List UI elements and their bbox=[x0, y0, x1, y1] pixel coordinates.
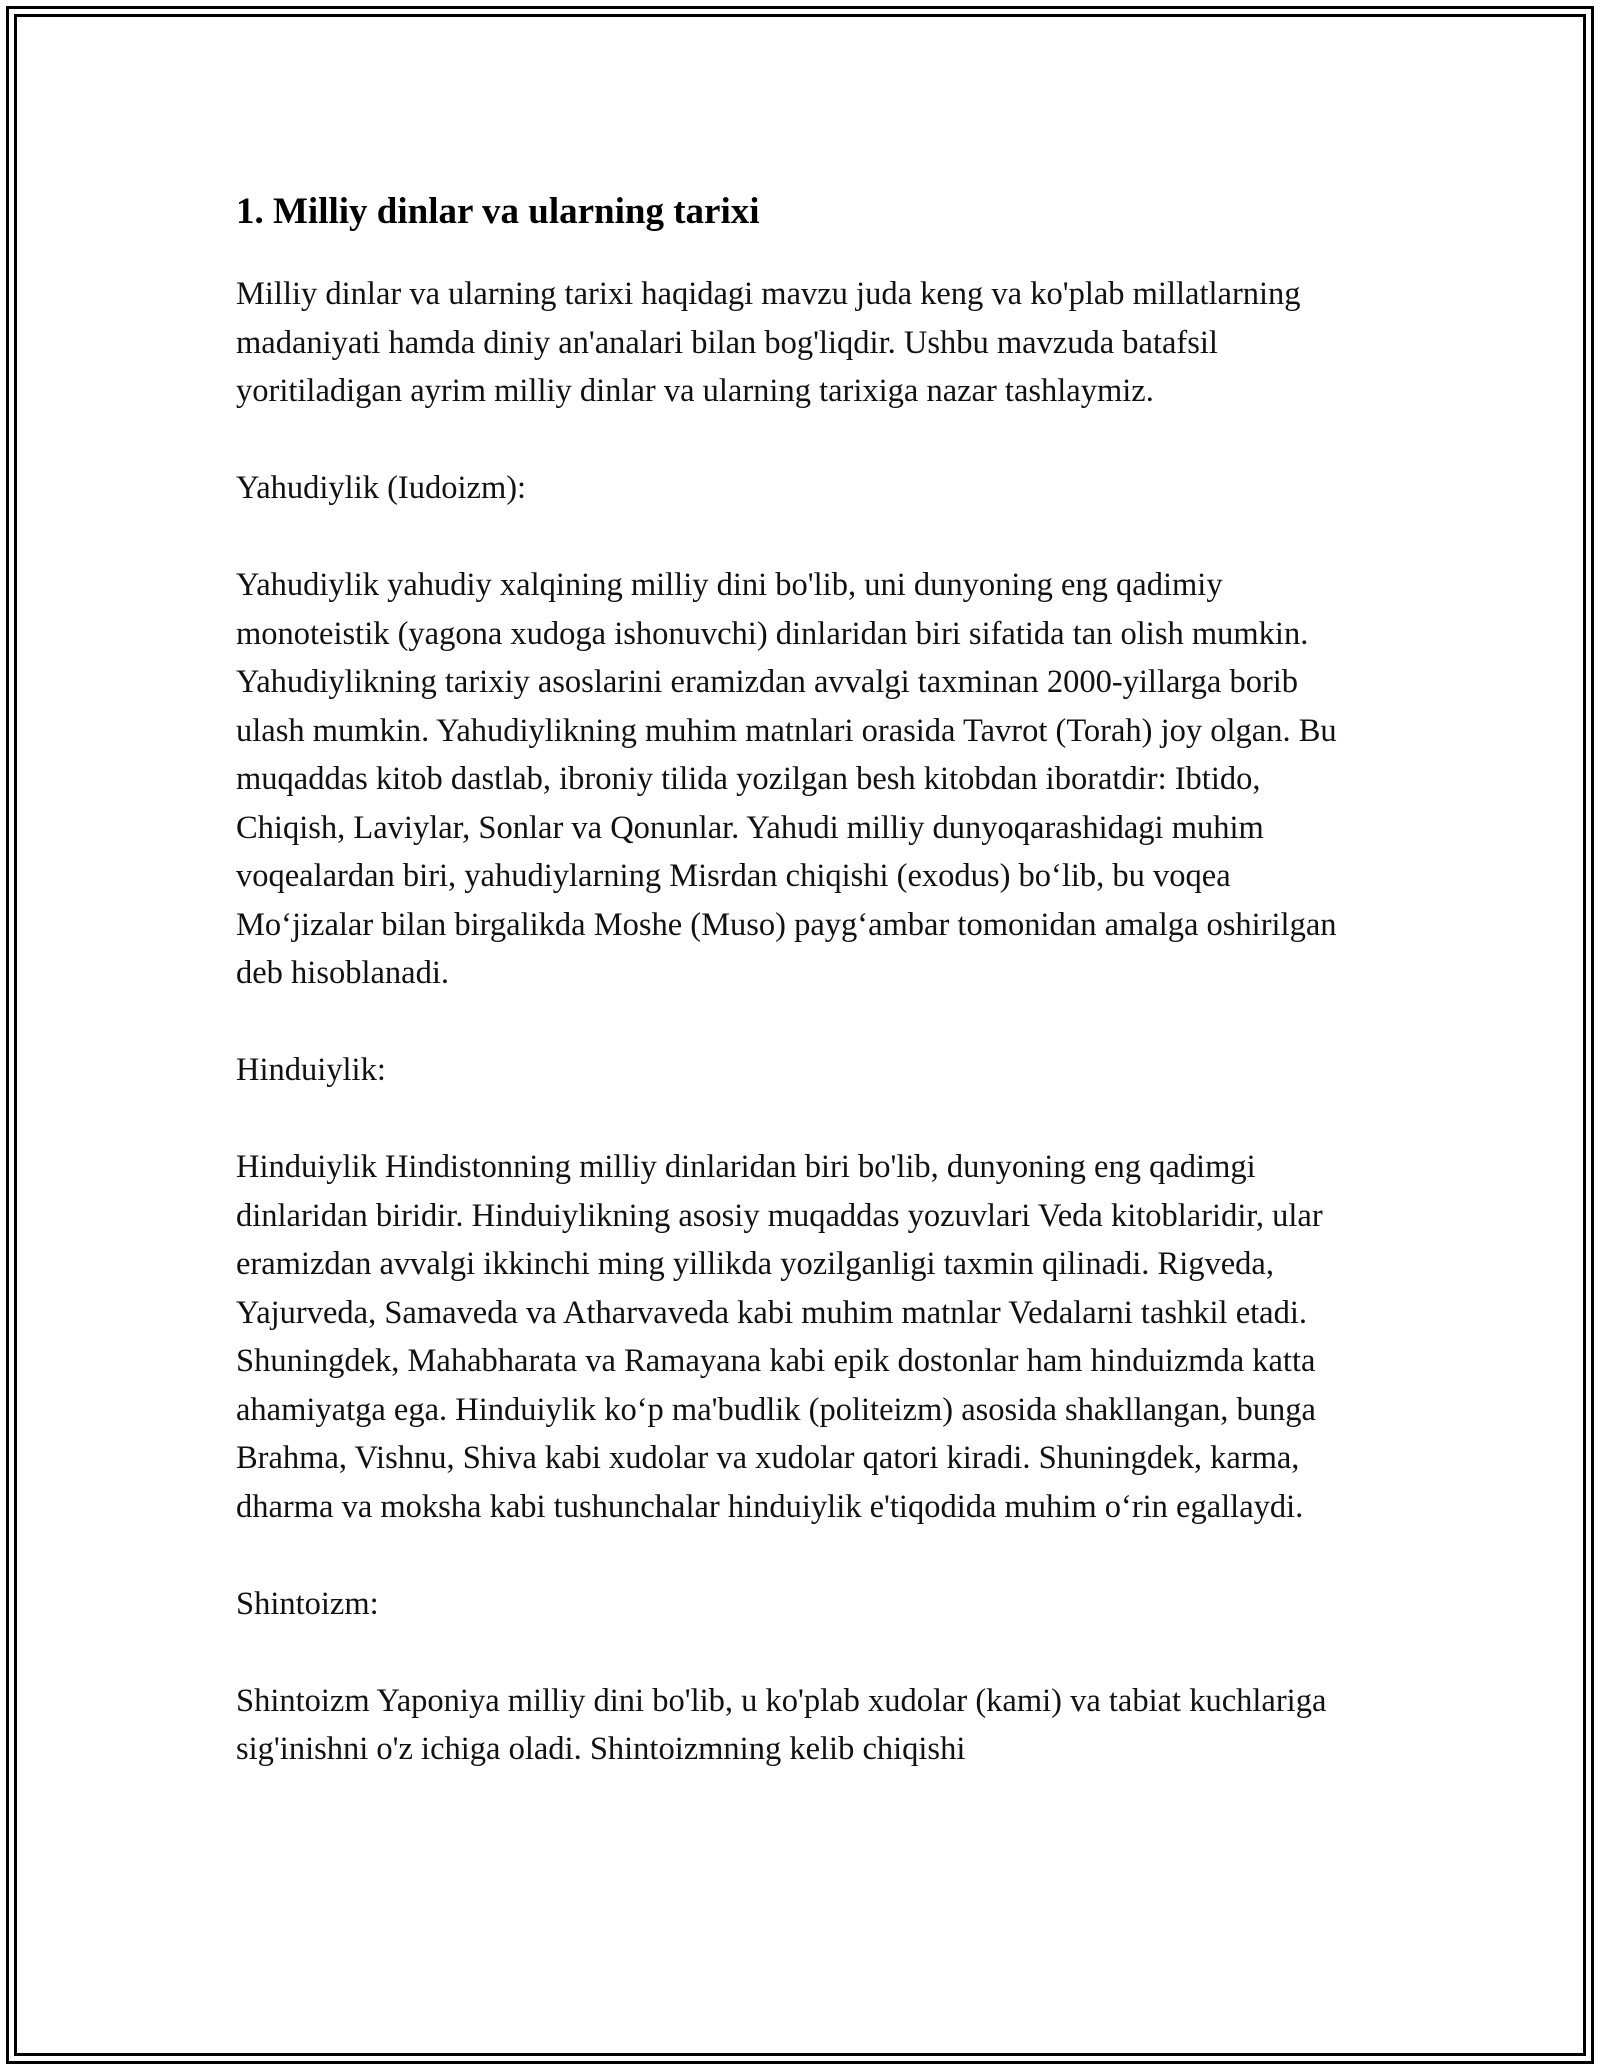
subheading-shintoism: Shintoizm: bbox=[236, 1585, 379, 1622]
document-body bbox=[236, 186, 1366, 1774]
intro-paragraph: Milliy dinlar va ularning tarixi haqidagi mavzu juda keng va ko'plab millatlarning madaniyati hamda diniy an'analari bilan bog'liqdir. Ushbu mavzuda batafsil yoritiladigan ayrim milliy dinlar va ularning tarixiga nazar tashlaymiz. bbox=[236, 276, 1301, 409]
subheading-hinduism: Hinduiylik: bbox=[236, 1052, 386, 1088]
judaism-paragraph: Yahudiylik yahudiy xalqining milliy dini bo'lib, uni dunyoning eng qadimiy monoteistik (yagona xudoga ishonuvchi) dinlaridan biri sifatida tan olish mumkin. Yahudiylikning tarixiy asoslarini eramizdan avvalgi taxminan 2000-yillarga borib ulash mumkin. Yahudiylikning muhim matnlari orasida Tavrot (Torah) joy olgan. Bu muqaddas kitob dastlab, ibroniy tilida yozilgan besh kitobdan iboratdir: Ibtido, Chiqish, Laviylar, Sonlar va Qonunlar. Yahudi milliy dunyoqarashidagi muhim voqealardan biri, yahudiylarning Misrdan chiqishi (exodus) bo‘lib, bu voqea Mo‘jizalar bilan birgalikda Moshe (Muso) payg‘ambar tomonidan amalga oshirilgan deb hisoblanadi. bbox=[236, 567, 1337, 991]
section-heading: 1. Milliy dinlar va ularning tarixi bbox=[236, 191, 760, 232]
shintoism-paragraph: Shintoizm Yaponiya milliy dini bo'lib, u ko'plab xudolar (kami) va tabiat kuchlariga sig'inishni o'z ichiga oladi. Shintoizmning kelib chiqishi bbox=[236, 1682, 1327, 1767]
hinduism-paragraph: Hinduiylik Hindistonning milliy dinlaridan biri bo'lib, dunyoning eng qadimgi dinlaridan biridir. Hinduiylikning asosiy muqaddas yozuvlari Veda kitoblaridir, ular eramizdan avvalgi ikkinchi ming yillikda yozilganligi taxmin qilinadi. Rigveda, Yajurveda, Samaveda va Atharvaveda kabi muhim matnlar Vedalarni tashkil etadi. Shuningdek, Mahabharata va Ramayana kabi epik dostonlar ham hinduizmda katta ahamiyatga ega. Hinduiylik ko‘p ma'budlik (politeizm) asosida shakllangan, bunga Brahma, Vishnu, Shiva kabi xudolar va xudolar qatori kiradi. Shuningdek, karma, dharma va moksha kabi tushunchalar hinduiylik e'tiqodida muhim o‘rin egallaydi. bbox=[236, 1149, 1323, 1525]
subheading-judaism: Yahudiylik (Iudoizm): bbox=[236, 470, 527, 506]
